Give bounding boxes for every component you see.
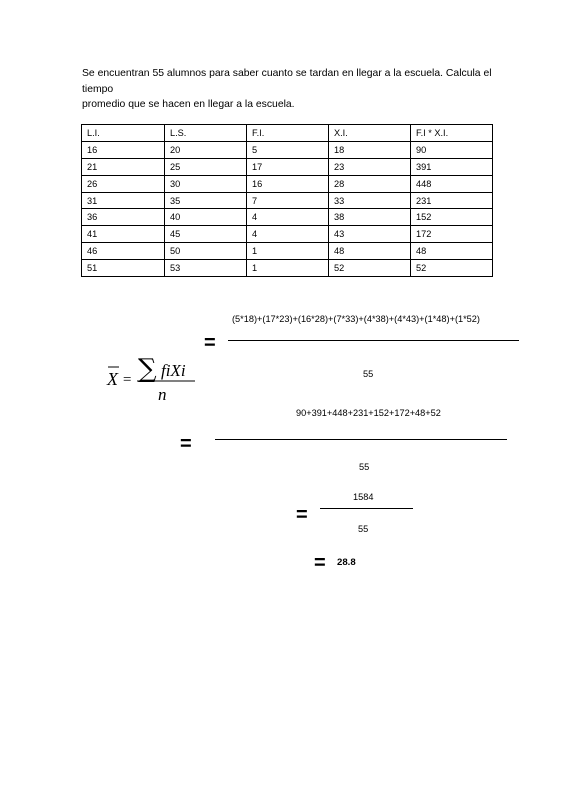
mean-formula bbox=[105, 353, 205, 413]
table-cell-fi: 1 bbox=[247, 260, 329, 277]
header-cell-xi: X.I. bbox=[329, 125, 411, 142]
problem-statement-line-1: Se encuentran 55 alumnos para saber cuanto se tardan en llegar a la escuela. Calcula el tiempo bbox=[82, 68, 492, 95]
table-header-row bbox=[82, 125, 493, 142]
step2-fraction-bar bbox=[215, 439, 507, 440]
table-cell-fi: 7 bbox=[247, 192, 329, 209]
formula-equals: = bbox=[122, 372, 133, 388]
step2-equals: = bbox=[180, 433, 192, 455]
table-cell-li: 51 bbox=[82, 260, 165, 277]
table-cell-xi: 43 bbox=[329, 226, 411, 243]
header-cell-fixi: F.I * X.I. bbox=[411, 125, 493, 142]
table-cell-fi: 16 bbox=[247, 175, 329, 192]
result-equals: = bbox=[314, 552, 326, 574]
table-cell-ls: 53 bbox=[165, 260, 247, 277]
header-cell-ls: L.S. bbox=[165, 125, 247, 142]
table-cell-ls: 40 bbox=[165, 209, 247, 226]
table-cell-fi: 17 bbox=[247, 158, 329, 175]
table-cell-xi: 33 bbox=[329, 192, 411, 209]
table-row bbox=[82, 260, 493, 277]
table-cell-li: 41 bbox=[82, 226, 165, 243]
mean-symbol: X bbox=[107, 369, 118, 389]
table-cell-xi: 28 bbox=[329, 175, 411, 192]
table-cell-ls: 20 bbox=[165, 141, 247, 158]
n-term: n bbox=[158, 385, 167, 404]
table-cell-fixi: 172 bbox=[411, 226, 493, 243]
table-cell-fixi: 152 bbox=[411, 209, 493, 226]
header-cell-li: L.I. bbox=[82, 125, 165, 142]
table-cell-li: 16 bbox=[82, 141, 165, 158]
table-cell-li: 46 bbox=[82, 243, 165, 260]
table-cell-fi: 4 bbox=[247, 209, 329, 226]
step3-numerator: 1584 bbox=[353, 492, 374, 502]
table-cell-xi: 48 bbox=[329, 243, 411, 260]
table-cell-fixi: 52 bbox=[411, 260, 493, 277]
step1-numerator: (5*18)+(17*23)+(16*28)+(7*33)+(4*38)+(4*43)+(1*48)+(1*52) bbox=[232, 314, 480, 324]
table-cell-li: 21 bbox=[82, 158, 165, 175]
table-cell-fixi: 448 bbox=[411, 175, 493, 192]
table-row bbox=[82, 141, 493, 158]
table-cell-li: 36 bbox=[82, 209, 165, 226]
step3-denominator: 55 bbox=[358, 524, 369, 534]
step1-fraction-bar bbox=[228, 340, 519, 341]
table-cell-fixi: 90 bbox=[411, 141, 493, 158]
table-row bbox=[82, 175, 493, 192]
table-cell-xi: 23 bbox=[329, 158, 411, 175]
table-cell-li: 31 bbox=[82, 192, 165, 209]
table-cell-xi: 52 bbox=[329, 260, 411, 277]
table-row bbox=[82, 192, 493, 209]
table-cell-ls: 35 bbox=[165, 192, 247, 209]
result-value: 28.8 bbox=[337, 557, 356, 568]
step1-denominator: 55 bbox=[363, 369, 374, 379]
sum-symbol: ∑ bbox=[138, 354, 157, 384]
table-row bbox=[82, 243, 493, 260]
table-cell-fi: 5 bbox=[247, 141, 329, 158]
table-cell-ls: 30 bbox=[165, 175, 247, 192]
table-cell-xi: 18 bbox=[329, 141, 411, 158]
step3-fraction-bar bbox=[320, 508, 413, 509]
step1-equals: = bbox=[204, 332, 216, 354]
fixi-term: fiXi bbox=[161, 361, 186, 380]
table-row bbox=[82, 158, 493, 175]
frequency-table bbox=[81, 124, 493, 277]
table-cell-fixi: 391 bbox=[411, 158, 493, 175]
step2-numerator: 90+391+448+231+152+172+48+52 bbox=[296, 408, 441, 418]
table-cell-fi: 1 bbox=[247, 243, 329, 260]
table-row bbox=[82, 209, 493, 226]
table-cell-fixi: 48 bbox=[411, 243, 493, 260]
table-cell-xi: 38 bbox=[329, 209, 411, 226]
table-cell-ls: 50 bbox=[165, 243, 247, 260]
problem-statement bbox=[82, 66, 502, 113]
mean-formula-graphic bbox=[105, 353, 205, 413]
table-cell-li: 26 bbox=[82, 175, 165, 192]
table-row bbox=[82, 226, 493, 243]
table-cell-ls: 45 bbox=[165, 226, 247, 243]
header-cell-fi: F.I. bbox=[247, 125, 329, 142]
problem-statement-line-2: promedio que se hacen en llegar a la escuela. bbox=[82, 99, 295, 110]
step2-denominator: 55 bbox=[359, 462, 370, 472]
table-cell-ls: 25 bbox=[165, 158, 247, 175]
step3-equals: = bbox=[296, 504, 308, 526]
table-cell-fixi: 231 bbox=[411, 192, 493, 209]
table-cell-fi: 4 bbox=[247, 226, 329, 243]
